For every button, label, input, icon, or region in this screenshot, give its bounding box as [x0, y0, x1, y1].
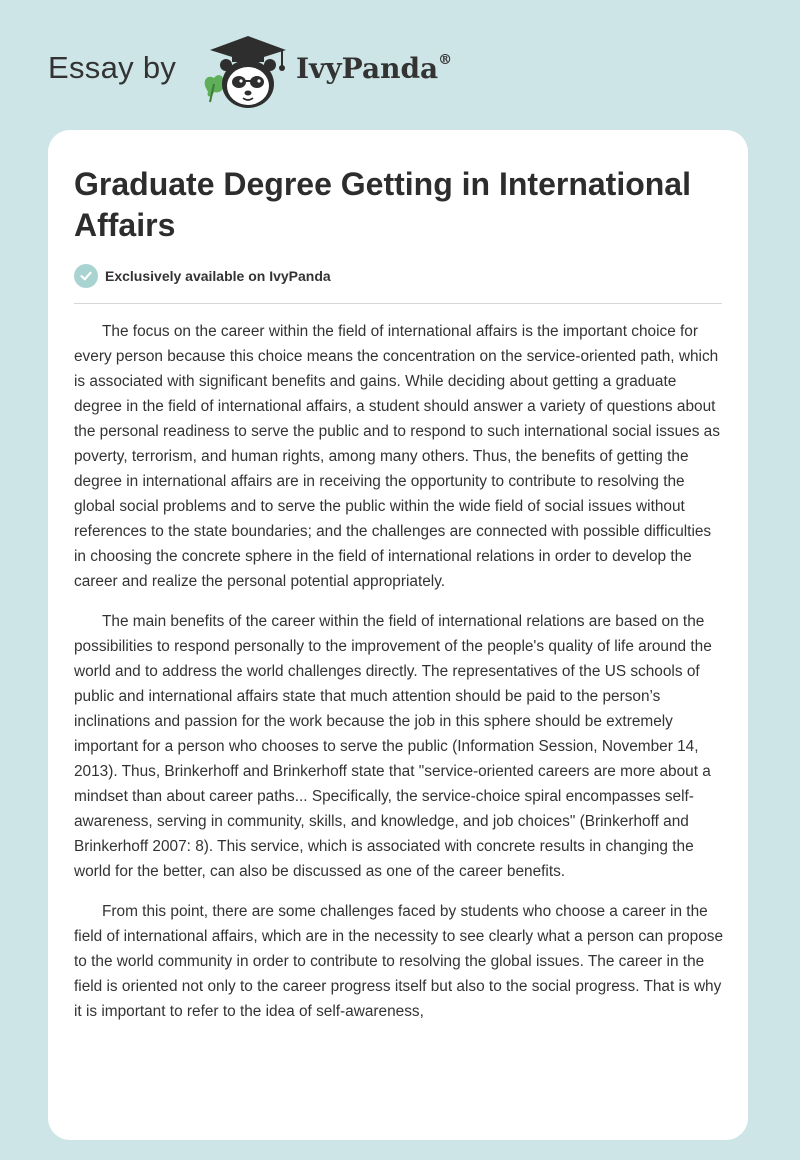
registered-mark: ®: [438, 51, 453, 68]
essay-by-label: Essay by: [48, 50, 177, 85]
check-icon: [74, 264, 98, 288]
ivypanda-logo-icon[interactable]: [200, 32, 296, 112]
essay-card: [48, 130, 748, 1140]
page-title: Graduate Degree Getting in International Affairs: [74, 166, 691, 243]
paragraph: The main benefits of the career within the field of international relations are based on the possibilities to respond personally to the improvement of the people's quality of life around the world and to address the world challenges directly. The representatives of the US schools of public and international affairs state that much attention should be paid to the person’s inclinations and passion for the work because the job in this sphere should be extremely important for a person who chooses to serve the public (Information Session, November 14, 2013). Thus, Brinkerhoff and Brinkerhoff state that "service-oriented careers are more about a mindset than about career paths... Specifically, the service-choice spiral encompasses self-awareness, serving in community, skills, and knowledge, and job choices" (Brinkerhoff and Brinkerhoff 2007: 8). This service, which is associated with concrete results in changing the world for the better, can also be discussed as one of the career benefits.: [74, 613, 712, 880]
paragraph: The focus on the career within the field of international affairs is the important choice for every person because this choice means the concentration on the service-oriented path, which is associated with significant benefits and gains. While deciding about getting a graduate degree in the field of international affairs, a student should answer a variety of questions about the personal readiness to serve the public and to respond to such international social issues as poverty, terrorism, and human rights, among many others. Thus, the benefits of getting the degree in international affairs are in receiving the opportunity to contribute to resolving the global social problems and to serve the public within the wide field of social issues without references to the state boundaries; and the challenges are connected with possible difficulties in choosing the concrete sphere in the field of international relations in order to develop the career and realize the personal potential appropriately.: [74, 323, 720, 590]
exclusive-badge-label: Exclusively available on IvyPanda: [105, 268, 331, 284]
essay-body: [74, 319, 724, 1039]
paragraph: From this point, there are some challenges faced by students who choose a career in the field of international affairs, which are in the necessity to see clearly what a person can propose to the world community in order to contribute to resolving the global issues. The career in the field is oriented not only to the career progress itself but also to the social progress. That is why it is important to refer to the idea of self-awareness,: [74, 903, 724, 1020]
divider: [74, 303, 722, 304]
brand-label: IvyPanda: [296, 52, 439, 85]
brand-name[interactable]: [296, 52, 452, 85]
exclusive-badge: [74, 263, 331, 289]
site-header: [0, 0, 800, 120]
